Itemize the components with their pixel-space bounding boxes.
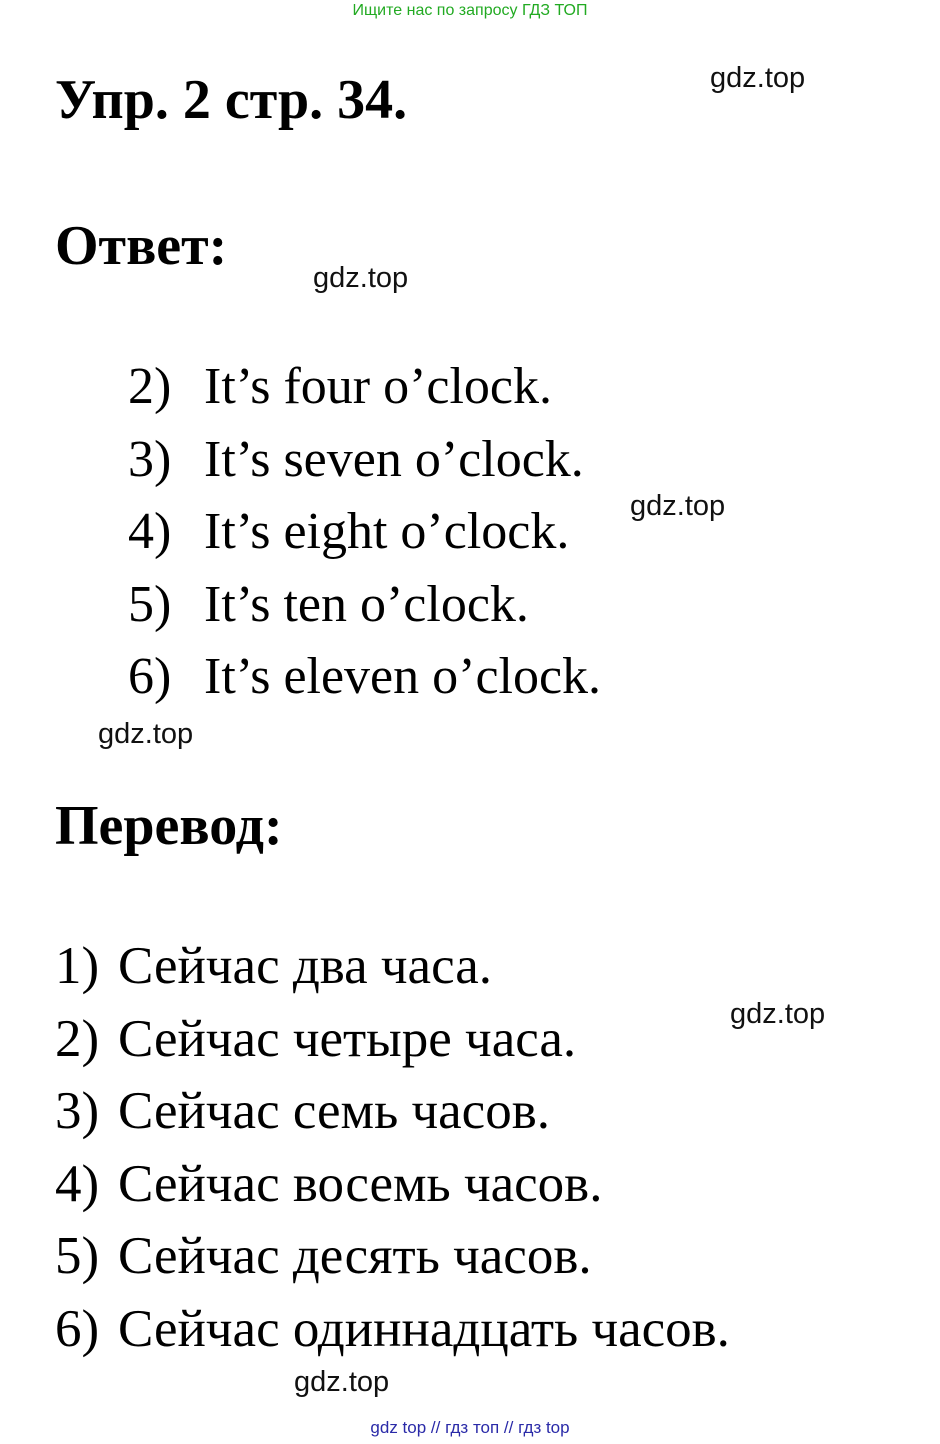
list-item	[128, 356, 601, 429]
answer-text: It’s ten o’clock.	[204, 575, 529, 633]
translation-list	[55, 935, 730, 1370]
item-number: 2)	[128, 358, 172, 415]
watermark: gdz.top	[313, 262, 409, 294]
item-number: 6)	[55, 1299, 100, 1358]
translation-text: Сейчас восемь часов.	[118, 1154, 603, 1213]
watermark: gdz.top	[630, 490, 726, 522]
item-number: 5)	[55, 1227, 100, 1285]
translation-text: Сейчас десять часов.	[118, 1227, 592, 1285]
item-number: 4)	[128, 503, 172, 560]
item-number: 1)	[55, 937, 100, 995]
watermark: gdz.top	[98, 718, 194, 750]
list-item	[128, 646, 601, 719]
item-number: 5)	[128, 575, 172, 633]
list-item	[55, 935, 730, 1008]
answer-text: It’s eight o’clock.	[204, 503, 570, 560]
answer-list	[128, 356, 601, 719]
list-item	[128, 501, 601, 574]
list-item	[55, 1080, 730, 1153]
list-item	[55, 1225, 730, 1298]
item-number: 3)	[55, 1082, 100, 1140]
list-item	[55, 1298, 730, 1371]
list-item	[128, 429, 601, 502]
list-item	[55, 1008, 730, 1081]
answer-text: It’s four o’clock.	[204, 358, 553, 415]
translation-text: Сейчас семь часов.	[118, 1082, 550, 1140]
translation-text: Сейчас одиннадцать часов.	[118, 1299, 730, 1358]
item-number: 4)	[55, 1154, 100, 1213]
translation-text: Сейчас два часа.	[118, 937, 493, 995]
translation-heading: Перевод:	[55, 795, 283, 857]
top-banner-link[interactable]: Ищите нас по запросу ГДЗ ТОП	[352, 2, 588, 19]
watermark: gdz.top	[730, 998, 826, 1030]
answer-text: It’s eleven o’clock.	[204, 648, 602, 705]
item-number: 6)	[128, 648, 172, 705]
item-number: 2)	[55, 1009, 100, 1068]
footer-links[interactable]: gdz top // гдз топ // гдз top	[370, 1418, 570, 1437]
exercise-title: Упр. 2 стр. 34.	[55, 69, 408, 131]
translation-text: Сейчас четыре часа.	[118, 1009, 577, 1068]
answer-heading: Ответ:	[55, 215, 228, 277]
item-number: 3)	[128, 430, 172, 488]
list-item	[55, 1153, 730, 1226]
answer-text: It’s seven o’clock.	[204, 430, 584, 488]
watermark: gdz.top	[294, 1366, 390, 1398]
list-item	[128, 574, 601, 647]
watermark: gdz.top	[710, 62, 806, 94]
